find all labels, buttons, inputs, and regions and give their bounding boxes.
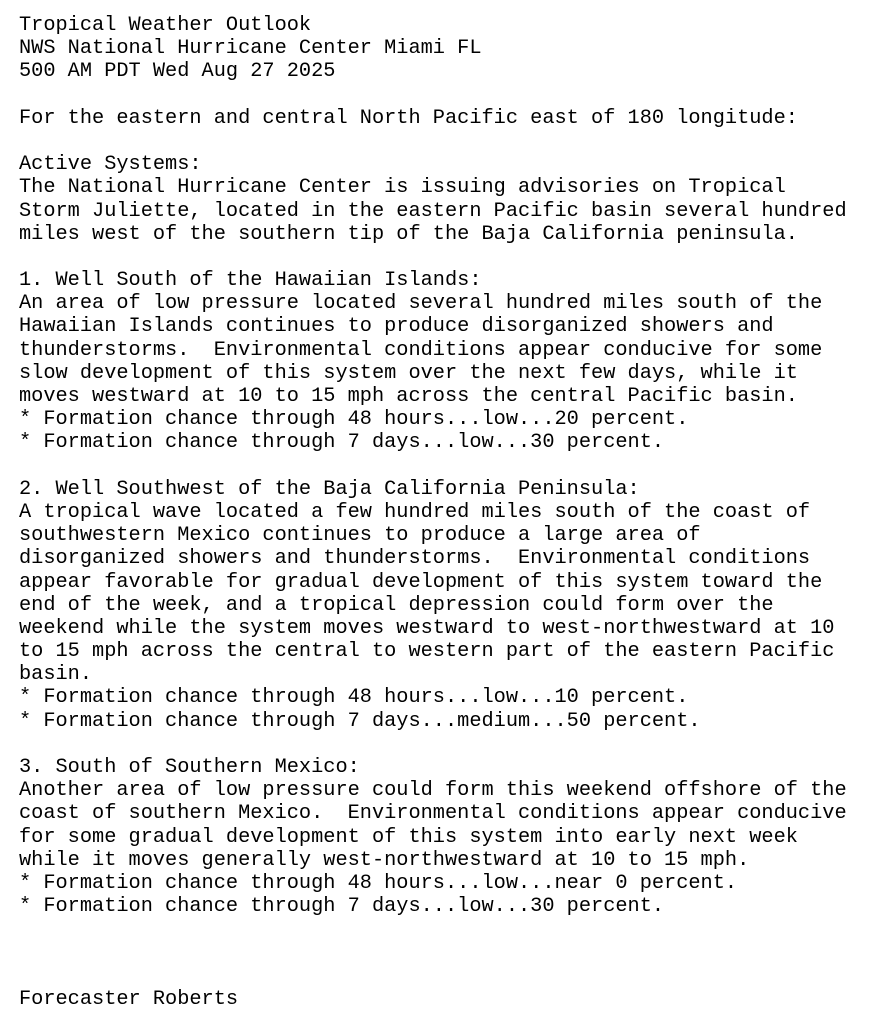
body-line: appear favorable for gradual development of this system toward the [19,570,823,594]
area-2-section [19,478,869,733]
body-line: end of the week, and a tropical depression could form over the [19,593,774,617]
formation-chance-7d: * Formation chance through 7 days...low...30 percent. [19,895,665,919]
body-line: A tropical wave located a few hundred miles south of the coast of [19,500,811,524]
formation-chance-7d: * Formation chance through 7 days...medium...50 percent. [19,709,701,733]
body-line: to 15 mph across the central to western part of the eastern Pacific [19,640,835,664]
outlook-document [19,14,869,1011]
body-line: The National Hurricane Center is issuing advisories on Tropical [19,176,786,200]
issue-time: 500 AM PDT Wed Aug 27 2025 [19,60,336,84]
body-line: Storm Juliette, located in the eastern Pacific basin several hundred [19,199,847,223]
formation-chance-7d: * Formation chance through 7 days...low...30 percent. [19,431,665,455]
body-line: disorganized showers and thunderstorms. Environmental conditions [19,547,811,571]
spacer [19,84,869,107]
section-heading: Active Systems: [19,153,202,177]
spacer [19,733,869,756]
body-line: miles west of the southern tip of the Baja California peninsula. [19,222,798,246]
body-line: moves westward at 10 to 15 mph across the central Pacific basin. [19,385,798,408]
body-line: southwestern Mexico continues to produce a large area of [19,524,701,548]
body-line: weekend while the system moves westward to west-northwestward at 10 [19,616,835,640]
body-line: Another area of low pressure could form this weekend offshore of the [19,779,847,803]
area-1-section [19,269,869,455]
spacer [19,918,869,988]
forecaster-signature: Forecaster Roberts [19,987,239,1011]
section-heading: 2. Well Southwest of the Baja California Peninsula: [19,477,640,501]
section-heading: 3. South of Southern Mexico: [19,756,360,779]
spacer [19,455,869,478]
body-line: Hawaiian Islands continues to produce disorganized showers and [19,315,774,339]
spacer [19,130,869,153]
scope-line: For the eastern and central North Pacific east of 180 longitude: [19,106,798,130]
body-line: coast of southern Mexico. Environmental conditions appear conducive [19,802,847,826]
body-line: basin. [19,663,93,687]
section-heading: 1. Well South of the Hawaiian Islands: [19,269,482,293]
active-systems-section [19,153,869,246]
issuing-office: NWS National Hurricane Center Miami FL [19,37,482,61]
body-line: while it moves generally west-northwestward at 10 to 15 mph. [19,848,750,872]
spacer [19,246,869,269]
area-3-section [19,756,869,918]
body-line: An area of low pressure located several hundred miles south of the [19,292,823,316]
formation-chance-48h: * Formation chance through 48 hours...low...near 0 percent. [19,871,738,895]
product-title: Tropical Weather Outlook [19,14,312,37]
body-line: thunderstorms. Environmental conditions appear conducive for some [19,338,823,362]
body-line: slow development of this system over the next few days, while it [19,361,798,385]
body-line: for some gradual development of this system into early next week [19,825,798,849]
formation-chance-48h: * Formation chance through 48 hours...low...10 percent. [19,686,689,710]
formation-chance-48h: * Formation chance through 48 hours...low...20 percent. [19,408,689,432]
